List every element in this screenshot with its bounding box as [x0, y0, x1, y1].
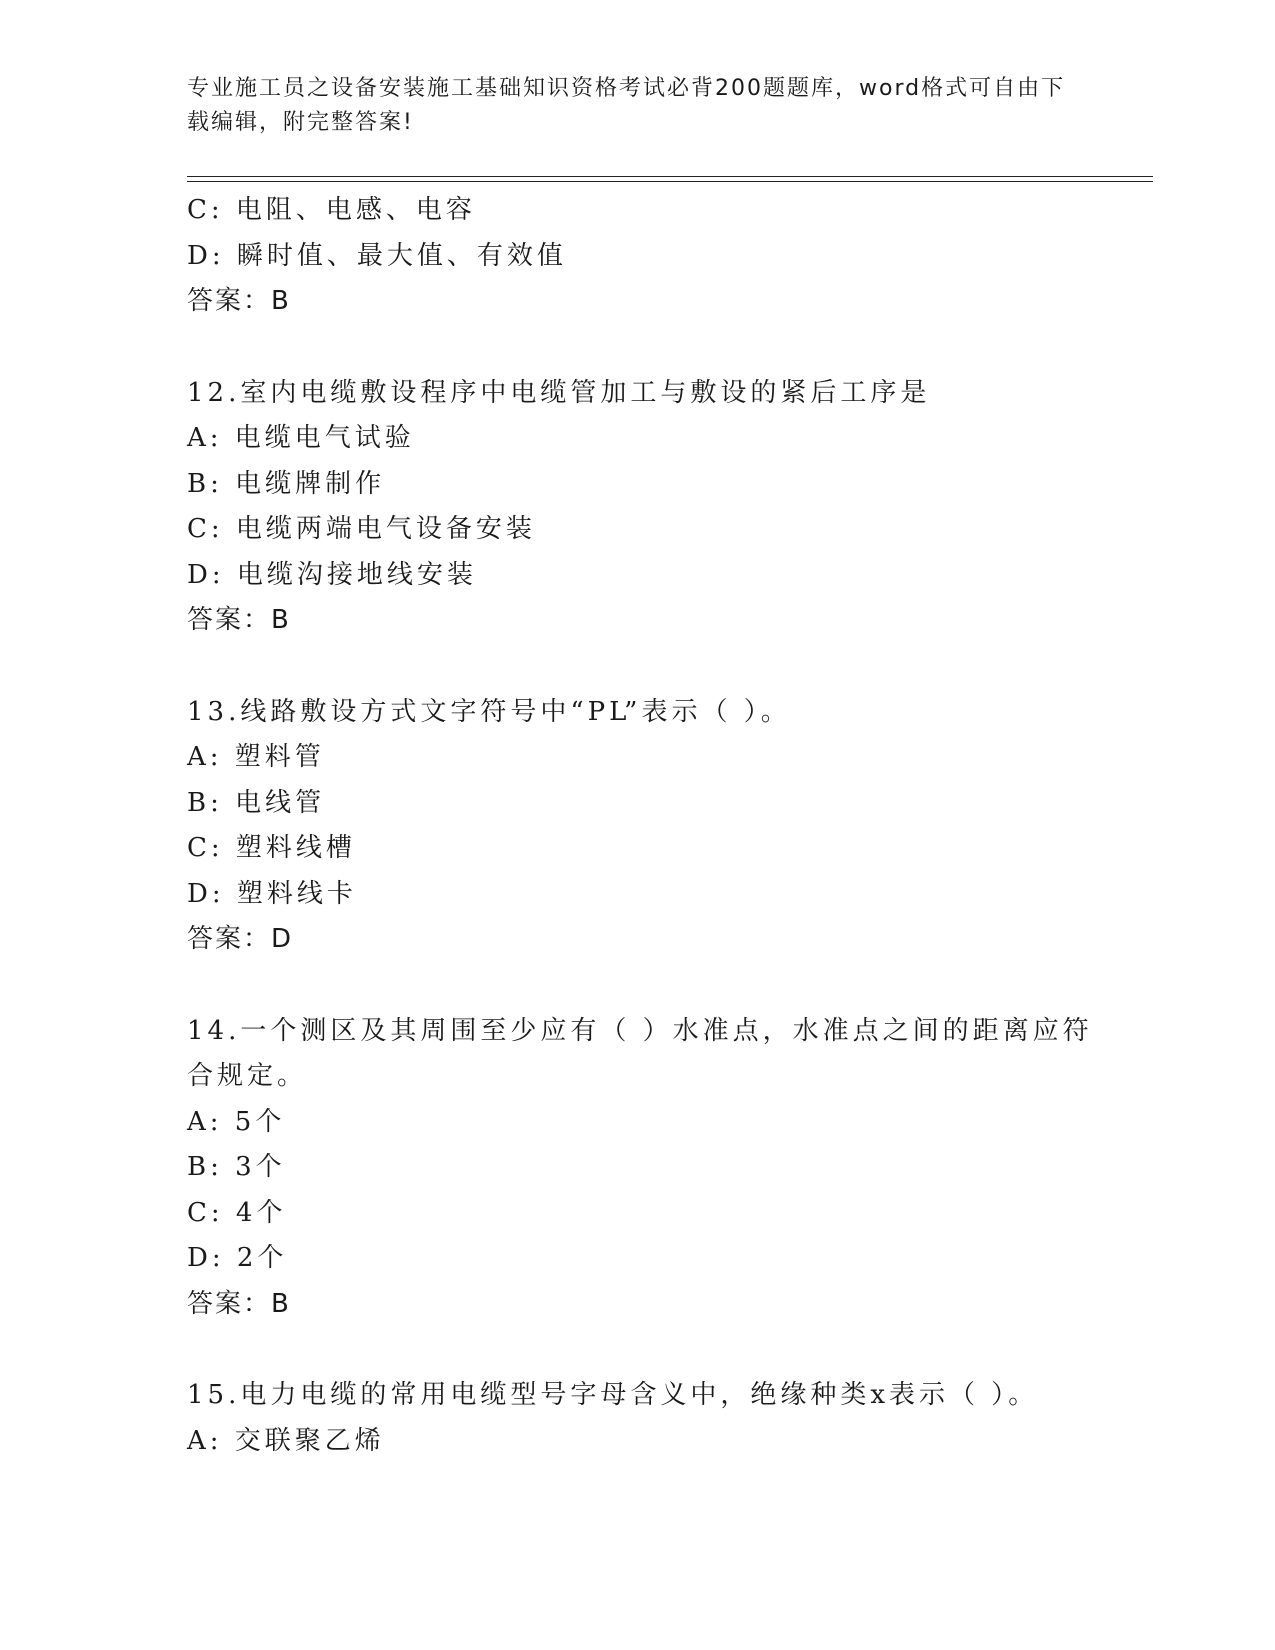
answer-line: 答案：B — [187, 605, 291, 635]
header-divider-bottom — [187, 181, 1153, 182]
spacer — [187, 1327, 1087, 1373]
option-b: B: 电线管 — [187, 787, 326, 818]
answer-line: 答案：B — [187, 1288, 291, 1319]
option-a: A: 塑料管 — [187, 742, 325, 772]
spacer — [187, 325, 1087, 371]
question-block-13 — [187, 690, 1087, 963]
option-b: B: 电缆牌制作 — [187, 468, 386, 499]
option-d: D: 电缆沟接地线安装 — [187, 559, 477, 590]
spacer — [187, 644, 1087, 690]
option-d: D: 瞬时值、最大值、有效值 — [187, 240, 567, 271]
question-block-14 — [187, 1009, 1093, 1328]
question-text-continued: 合规定。 — [187, 1061, 308, 1091]
question-text: 13.线路敷设方式文字符号中“PL”表示（ ）。 — [187, 696, 791, 727]
option-d: D: 2个 — [187, 1243, 288, 1273]
answer-line: 答案：D — [187, 924, 294, 954]
option-c: C: 电阻、电感、电容 — [187, 195, 476, 225]
option-b: B: 3个 — [187, 1152, 286, 1182]
option-c: C: 4个 — [187, 1197, 287, 1228]
question-block-11 — [187, 188, 1087, 325]
option-a: A: 电缆电气试验 — [187, 423, 415, 453]
header-title: 专业施工员之设备安装施工基础知识资格考试必背200题题库，word格式可自由下载编辑，附完整答案! — [187, 76, 1066, 135]
option-d: D: 塑料线卡 — [187, 878, 357, 909]
option-c: C: 塑料线槽 — [187, 833, 356, 863]
option-a: A: 5个 — [187, 1106, 286, 1137]
question-text: 14.一个测区及其周围至少应有（ ）水准点，水准点之间的距离应符 — [187, 1015, 1093, 1046]
spacer — [187, 963, 1087, 1009]
question-block-12 — [187, 371, 1087, 644]
document-header — [187, 72, 1077, 140]
header-divider-top — [187, 176, 1153, 177]
answer-line: 答案：B — [187, 286, 291, 316]
option-a: A: 交联聚乙烯 — [187, 1425, 385, 1456]
question-text: 15.电力电缆的常用电缆型号字母含义中，绝缘种类x表示（ ）。 — [187, 1380, 1039, 1410]
question-text: 12.室内电缆敷设程序中电缆管加工与敷设的紧后工序是 — [187, 377, 931, 408]
option-c: C: 电缆两端电气设备安装 — [187, 514, 536, 544]
question-block-15 — [187, 1373, 1087, 1464]
question-list — [187, 188, 1093, 1464]
